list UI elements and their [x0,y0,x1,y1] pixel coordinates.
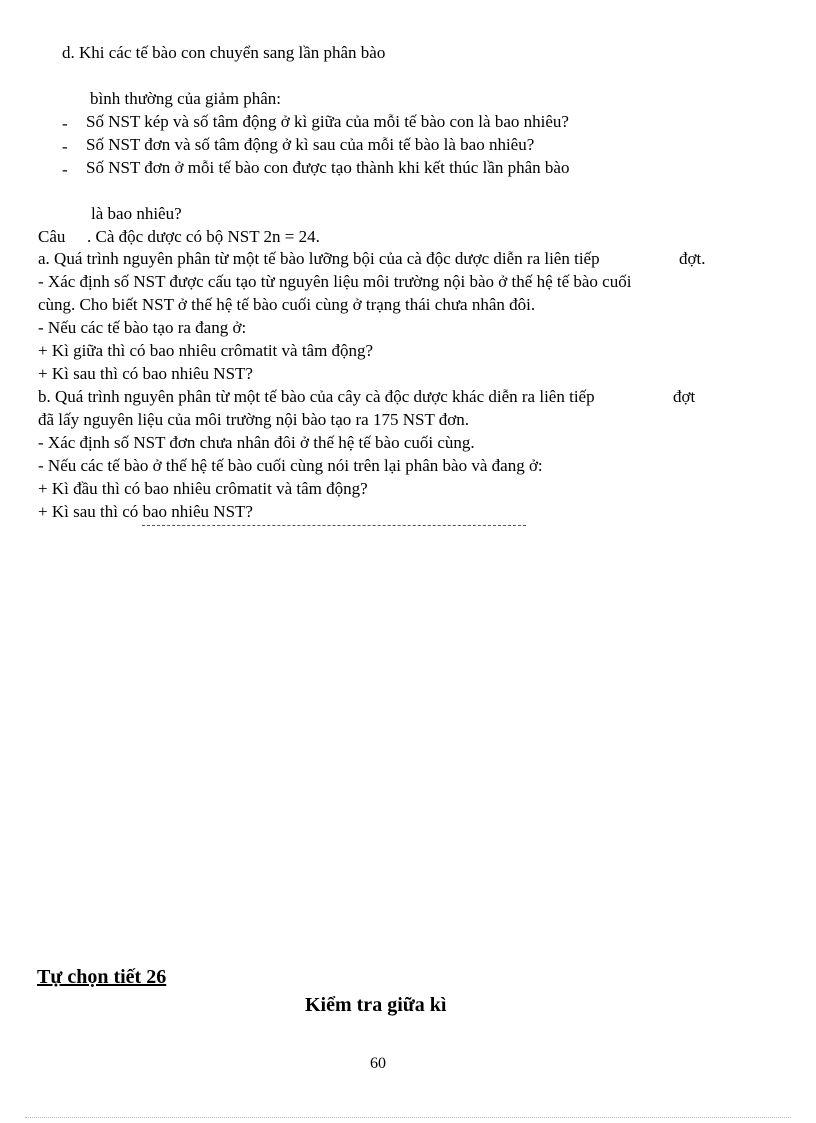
part-a-line: - Xác định số NST được cấu tạo từ nguyên liệu môi trường nội bào ở thế hệ tế bào cuối [38,272,632,291]
page-bottom-rule [25,1117,791,1118]
section-title: Tự chọn tiết 26 [37,966,167,988]
bullet-mark: - [62,137,68,156]
part-b-line: đã lấy nguyên liệu của môi trường nội bào tạo ra 175 NST đơn. [38,410,470,429]
dashed-separator [142,525,526,526]
part-b-line: + Kì đầu thì có bao nhiêu crômatit và tâm động? [38,479,368,498]
bullet-item: Số NST kép và số tâm động ở kì giữa của mỗi tế bào con là bao nhiêu? [86,112,569,131]
question-intro: . Cà độc dược có bộ NST 2n = 24. [87,227,320,246]
part-a-line: a. Quá trình nguyên phân từ một tế bào lưỡng bội của cà độc dược diễn ra liên tiếp [38,249,600,268]
question-label: Câu [38,227,66,246]
bullet-mark: - [62,160,68,179]
bullet-mark: - [62,114,68,133]
bullet-item: Số NST đơn ở mỗi tế bào con được tạo thành khi kết thúc lần phân bào [86,158,570,177]
bullet-item: Số NST đơn và số tâm động ở kì sau của mỗi tế bào là bao nhiêu? [86,135,535,154]
part-b-line: - Nếu các tế bào ở thế hệ tế bào cuối cùng nói trên lại phân bào và đang ở: [38,456,543,475]
part-b-line: - Xác định số NST đơn chưa nhân đôi ở thế hệ tế bào cuối cùng. [38,433,475,452]
part-a-line: cùng. Cho biết NST ở thế hệ tế bào cuối cùng ở trạng thái chưa nhân đôi. [38,295,536,314]
part-d-heading: d. Khi các tế bào con chuyển sang lần phân bào [62,43,386,62]
part-b-line: + Kì sau thì có bao nhiêu NST? [38,502,253,521]
bullet-tail: là bao nhiêu? [91,204,182,223]
part-d-continuation: bình thường của giảm phân: [90,89,282,108]
part-b-line-end: đợt [673,387,696,406]
part-a-line: + Kì giữa thì có bao nhiêu crômatit và tâm động? [38,341,374,360]
part-a-line: + Kì sau thì có bao nhiêu NST? [38,364,253,383]
page-number: 60 [370,1055,386,1072]
part-a-line: - Nếu các tế bào tạo ra đang ở: [38,318,247,337]
part-b-line: b. Quá trình nguyên phân từ một tế bào của cây cà độc dược khác diễn ra liên tiếp [38,387,595,406]
exam-title: Kiểm tra giữa kì [305,994,447,1016]
part-a-line-end: đợt. [679,249,706,268]
